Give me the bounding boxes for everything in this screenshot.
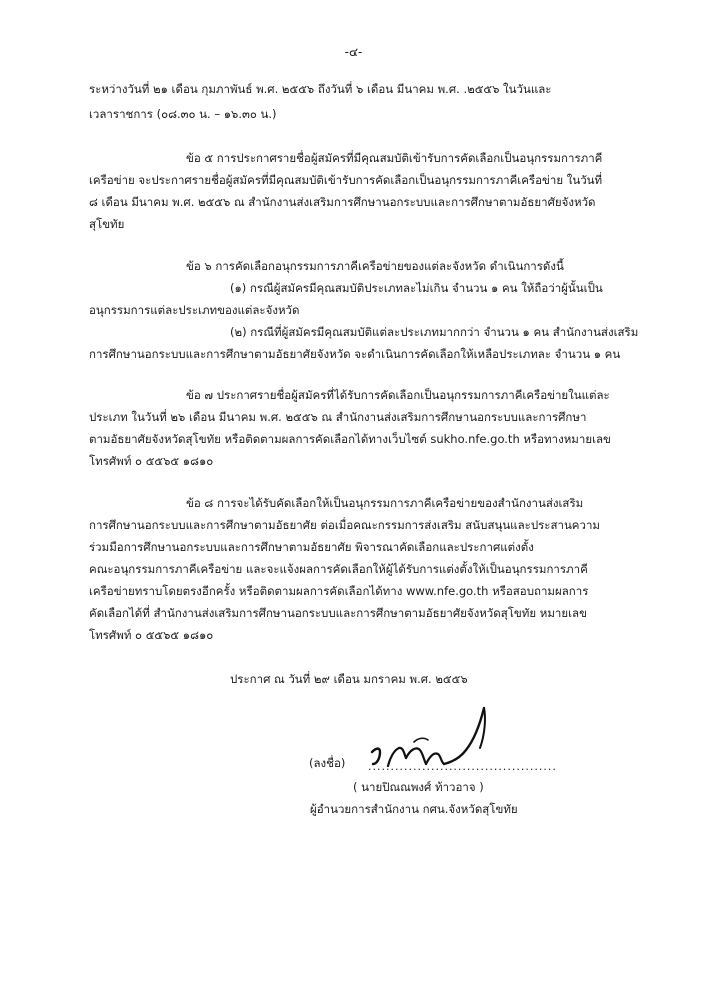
paragraph-line: ร่วมมือการศึกษานอกระบบและการศึกษาตามอัธยาศัย พิจารณาคัดเลือกและประกาศแต่งตั้ง (89, 540, 534, 554)
signatory-name: ( นายปิณณพงศ์ ท้าวอาจ ) (353, 780, 484, 794)
announcement-date: ประกาศ ณ วันที่ ๒๙ เดือน มกราคม พ.ศ. ๒๕๕๖ (230, 672, 468, 686)
page-number: -๔- (344, 45, 363, 59)
paragraph-line: โทรศัพท์ ๐ ๕๕๖๕ ๑๘๑๐ (89, 454, 214, 468)
signatory-position: ผู้อำนวยการสำนักงาน กศน.จังหวัดสุโขทัย (310, 802, 518, 816)
paragraph-line: ตามอัธยาศัยจังหวัดสุโขทัย หรือติดตามผลการคัดเลือกได้ทางเว็บไซต์ sukho.nfe.go.th หรือทางหมายเลข (89, 432, 611, 446)
paragraph-line: อนุกรรมการแต่ละประเภทของแต่ละจังหวัด (89, 303, 300, 317)
paragraph-line: ๘ เดือน มีนาคม พ.ศ. ๒๕๕๖ ณ สำนักงานส่งเสริมการศึกษานอกระบบและการศึกษาตามอัธยาศัยจังหวัด (89, 195, 596, 209)
sign-label: (ลงชื่อ) (309, 756, 346, 770)
paragraph-line: ระหว่างวันที่ ๒๑ เดือน กุมภาพันธ์ พ.ศ. ๒๕๕๖ ถึงวันที่ ๖ เดือน มีนาคม พ.ศ. .๒๕๕๖ ในวันและ (89, 82, 552, 96)
clause-7-heading: ข้อ ๗ ประกาศรายชื่อผู้สมัครที่ได้รับการคัดเลือกเป็นอนุกรรมการภาคีเครือข่ายในแต่ละ (186, 388, 610, 402)
paragraph-line: โทรศัพท์ ๐ ๕๕๖๕ ๑๘๑๐ (89, 628, 214, 642)
paragraph-line: สุโขทัย (89, 217, 125, 231)
paragraph-line: ประเภท ในวันที่ ๒๖ เดือน มีนาคม พ.ศ. ๒๕๕๖ ณ สำนักงานส่งเสริมการศึกษานอกระบบและการศึกษา (89, 410, 587, 424)
paragraph-line: เครือข่าย จะประกาศรายชื่อผู้สมัครที่มีคุณสมบัติเข้ารับการคัดเลือกเป็นอนุกรรมการภาคีเครือข่าย ในวันที่ (89, 173, 603, 187)
clause-6-heading: ข้อ ๖ การคัดเลือกอนุกรรมการภาคีเครือข่ายของแต่ละจังหวัด ดำเนินการดังนี้ (186, 259, 564, 273)
clause-6-item-2: (๒) กรณีที่ผู้สมัครมีคุณสมบัติแต่ละประเภทมากกว่า จำนวน ๑ คน สำนักงานส่งเสริม (230, 325, 639, 339)
paragraph-line: เครือข่ายทราบโดยตรงอีกครั้ง หรือติดตามผลการคัดเลือกได้ทาง www.nfe.go.th หรือสอบถามผลการ (89, 584, 589, 598)
clause-5-heading: ข้อ ๕ การประกาศรายชื่อผู้สมัครที่มีคุณสมบัติเข้ารับการคัดเลือกเป็นอนุกรรมการภาคี (186, 151, 603, 165)
paragraph-line: การศึกษานอกระบบและการศึกษาตามอัธยาศัย ต่อเมื่อคณะกรรมการส่งเสริม สนับสนุนและประสานความ (89, 518, 600, 532)
clause-8-heading: ข้อ ๘ การจะได้รับคัดเลือกให้เป็นอนุกรรมการภาคีเครือข่ายของสำนักงานส่งเสริม (186, 496, 584, 510)
clause-6-item-1: (๑) กรณีผู้สมัครมีคุณสมบัติประเภทละไม่เกิน จำนวน ๑ คน ให้ถือว่าผู้นั้นเป็น (230, 281, 603, 295)
paragraph-line: การศึกษานอกระบบและการศึกษาตามอัธยาศัยจังหวัด จะดำเนินการคัดเลือกให้เหลือประเภทละ จำนวน ๑ คน (89, 347, 621, 361)
paragraph-line: คณะอนุกรรมการภาคีเครือข่าย และจะแจ้งผลการคัดเลือกให้ผู้ได้รับการแต่งตั้งให้เป็นอนุกรรมการภาคี (89, 562, 588, 576)
paragraph-line: คัดเลือกได้ที่ สำนักงานส่งเสริมการศึกษานอกระบบและการศึกษาตามอัธยาศัยจังหวัดสุโขทัย หมายเลข (89, 606, 587, 620)
signature-line: .......................................... (368, 760, 557, 773)
paragraph-line: เวลาราชการ (๐๘.๓๐ น. – ๑๖.๓๐ น.) (89, 107, 277, 121)
